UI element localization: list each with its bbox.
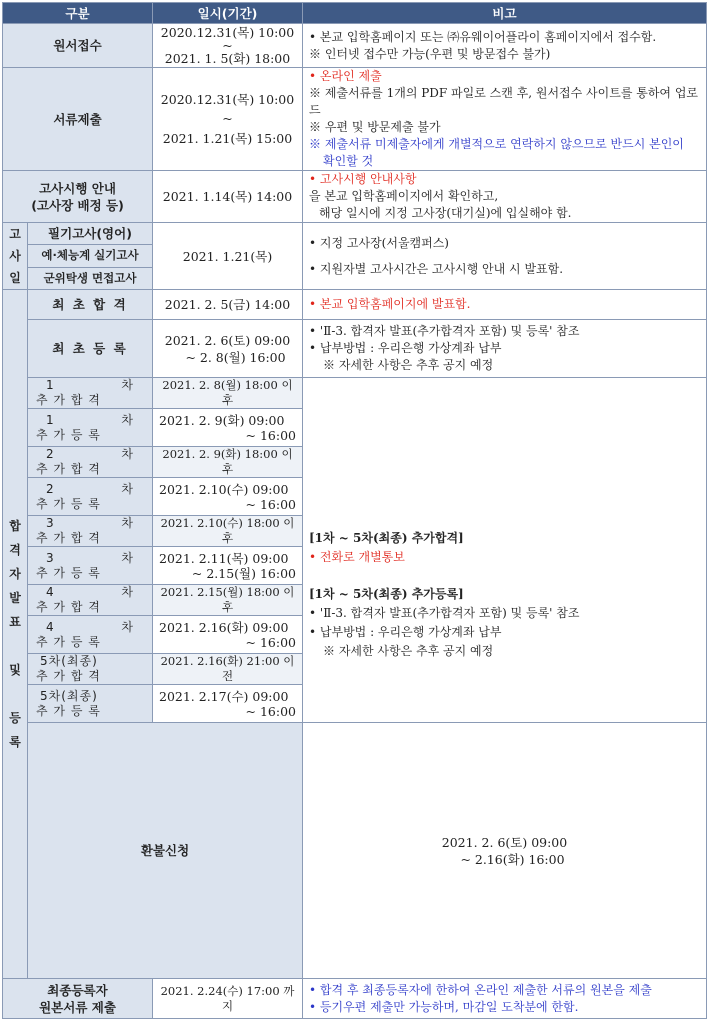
round-date: 2021. 2. 9(화) 09:00 ~ 16:00: [153, 409, 303, 447]
round-type: 추 가 합 격: [36, 669, 101, 683]
documents-note: • 온라인 제출 ※ 제출서류를 1개의 PDF 파일로 스캔 후, 원서접수 사이트를 통하여 업로드 ※ 우편 및 방문제출 불가 ※ 제출서류 미제출자에게 개별적으로 연락하지 않으므로 반드시 본인이 확인할 것: [303, 68, 707, 171]
first-reg-date: 2021. 2. 6(토) 09:00 ~ 2. 8(월) 16:00: [153, 320, 303, 378]
first-pass-date: 2021. 2. 5(금) 14:00: [153, 290, 303, 320]
original-docs-note: • 합격 후 최종등록자에 한하여 온라인 제출한 서류의 원본을 제출 • 등기우편 제출만 가능하며, 마감일 도착분에 한함.: [303, 979, 707, 1019]
results-vertical-char: [3, 682, 27, 706]
exam-notice-note: • 고사시행 안내사항 을 본교 입학홈페이지에서 확인하고, 해당 일시에 지정 고사장(대기실)에 입실해야 함.: [303, 171, 707, 223]
round-type: 추 가 합 격: [36, 600, 101, 614]
results-vertical-char: 발: [9, 591, 21, 605]
row-round-0: [3, 378, 707, 409]
additional-reg-note1: • 'Ⅱ-3. 합격자 발표(추가합격자 포함) 및 등록' 참조: [309, 606, 580, 620]
additional-reg-title: [1차 ~ 5차(최종) 추가등록]: [309, 587, 464, 601]
results-vertical-char: 합: [9, 519, 21, 533]
round-date: 2021. 2.10(수) 18:00 이후: [153, 516, 303, 547]
header-row: [3, 3, 707, 24]
round-number: 1: [46, 378, 55, 392]
round-type: 추 가 등 록: [36, 634, 101, 649]
results-vertical-char: 록: [9, 735, 21, 749]
round-date: 2021. 2.17(수) 09:00 ~ 16:00: [153, 685, 303, 723]
round-label: [28, 547, 153, 585]
results-vertical-char: 등: [9, 711, 21, 725]
round-number: 3: [46, 550, 55, 565]
round-number: 2: [46, 447, 55, 461]
original-docs-label: 최종등록자 원본서류 제출: [3, 979, 153, 1019]
round-type: 추 가 등 록: [36, 496, 101, 511]
exam-day-interview: 군위탁생 면접고사: [28, 267, 153, 289]
results-vertical-label: [3, 290, 28, 979]
round-unit: 차: [121, 550, 134, 565]
row-exam-notice: [3, 171, 707, 223]
exam-notice-label: 고사시행 안내 (고사장 배정 등): [3, 171, 153, 223]
row-first-reg: [3, 320, 707, 378]
round-date: 2021. 2. 9(화) 18:00 이후: [153, 447, 303, 478]
results-vertical-char: 격: [9, 543, 21, 557]
first-reg-label: 최 초 등 록: [28, 320, 153, 378]
round-type: 추 가 등 록: [36, 703, 101, 718]
round-unit: 차: [121, 481, 134, 496]
round-date: 2021. 2.16(화) 09:00 ~ 16:00: [153, 616, 303, 654]
application-label: 원서접수: [3, 24, 153, 68]
round-number: 3: [46, 516, 55, 530]
first-pass-note: • 본교 입학홈페이지에 발표함.: [303, 290, 707, 320]
round-type: 추 가 합 격: [36, 393, 101, 407]
round-number: 5차(최종): [40, 688, 98, 703]
round-label: [28, 378, 153, 409]
exam-day-written: 필기고사(영어): [28, 223, 153, 245]
exam-day-vertical-label: 고 사 일: [3, 223, 28, 290]
exam-notice-date: 2021. 1.14(목) 14:00: [153, 171, 303, 223]
row-exam-day-1: [3, 223, 707, 245]
round-date: 2021. 2.15(월) 18:00 이후: [153, 585, 303, 616]
round-label: [28, 654, 153, 685]
refund-date: 2021. 2. 6(토) 09:00 ~ 2.16(화) 16:00: [303, 723, 707, 979]
application-note: • 본교 입학홈페이지 또는 ㈜유웨이어플라이 홈페이지에서 접수함. ※ 인터넷 접수만 가능(우편 및 방문접수 불가): [303, 24, 707, 68]
round-date: 2021. 2. 8(월) 18:00 이후: [153, 378, 303, 409]
header-category: 구분: [3, 3, 153, 24]
results-vertical-char: 자: [9, 567, 21, 581]
round-number: 4: [46, 619, 55, 634]
row-original-docs: [3, 979, 707, 1019]
round-label: [28, 409, 153, 447]
round-number: 5차(최종): [40, 654, 98, 668]
round-number: 4: [46, 585, 55, 599]
round-label: [28, 478, 153, 516]
round-unit: 차: [121, 585, 134, 599]
additional-pass-title: [1차 ~ 5차(최종) 추가합격]: [309, 531, 464, 545]
refund-label: 환불신청: [28, 723, 303, 979]
round-type: 추 가 합 격: [36, 462, 101, 476]
additional-notes: [303, 378, 707, 723]
round-type: 추 가 등 록: [36, 427, 101, 442]
exam-day-note: • 지정 고사장(서울캠퍼스) • 지원자별 고사시간은 고사시행 안내 시 발표함.: [303, 223, 707, 290]
row-application: [3, 24, 707, 68]
round-unit: 차: [121, 412, 134, 427]
schedule-table: [2, 2, 707, 1019]
results-vertical-char: [3, 634, 27, 658]
round-number: 1: [46, 412, 55, 427]
round-unit: 차: [121, 447, 134, 461]
header-remarks: 비고: [303, 3, 707, 24]
results-vertical-char: 및: [9, 663, 21, 677]
round-unit: 차: [121, 619, 134, 634]
documents-date: 2020.12.31(목) 10:00 ~ 2021. 1.21(목) 15:00: [153, 68, 303, 171]
row-first-pass: [3, 290, 707, 320]
round-number: 2: [46, 481, 55, 496]
additional-pass-note: • 전화로 개별통보: [309, 550, 405, 564]
header-period: 일시(기간): [153, 3, 303, 24]
round-label: [28, 616, 153, 654]
additional-reg-note2: • 납부방법 : 우리은행 가상계좌 납부: [309, 625, 502, 639]
results-vertical-char: 표: [9, 615, 21, 629]
round-date: 2021. 2.16(화) 21:00 이전: [153, 654, 303, 685]
round-unit: 차: [121, 378, 134, 392]
round-unit: 차: [121, 516, 134, 530]
round-label: [28, 685, 153, 723]
original-docs-date: 2021. 2.24(수) 17:00 까지: [153, 979, 303, 1019]
first-pass-label: 최 초 합 격: [28, 290, 153, 320]
application-date: 2020.12.31(목) 10:00 ~ 2021. 1. 5(화) 18:00: [153, 24, 303, 68]
row-documents: [3, 68, 707, 171]
exam-day-date: 2021. 1.21(목): [153, 223, 303, 290]
round-label: [28, 516, 153, 547]
round-type: 추 가 합 격: [36, 531, 101, 545]
round-date: 2021. 2.10(수) 09:00 ~ 16:00: [153, 478, 303, 516]
row-refund: [3, 723, 707, 979]
exam-day-practical: 예·체능계 실기고사: [28, 245, 153, 267]
round-type: 추 가 등 록: [36, 565, 101, 580]
round-date: 2021. 2.11(목) 09:00 ~ 2.15(월) 16:00: [153, 547, 303, 585]
additional-reg-note3: ※ 자세한 사항은 추후 공지 예정: [323, 644, 494, 658]
round-label: [28, 585, 153, 616]
first-reg-note: • 'Ⅱ-3. 합격자 발표(추가합격자 포함) 및 등록' 참조 • 납부방법 : 우리은행 가상계좌 납부 ※ 자세한 사항은 추후 공지 예정: [303, 320, 707, 378]
round-label: [28, 447, 153, 478]
documents-label: 서류제출: [3, 68, 153, 171]
